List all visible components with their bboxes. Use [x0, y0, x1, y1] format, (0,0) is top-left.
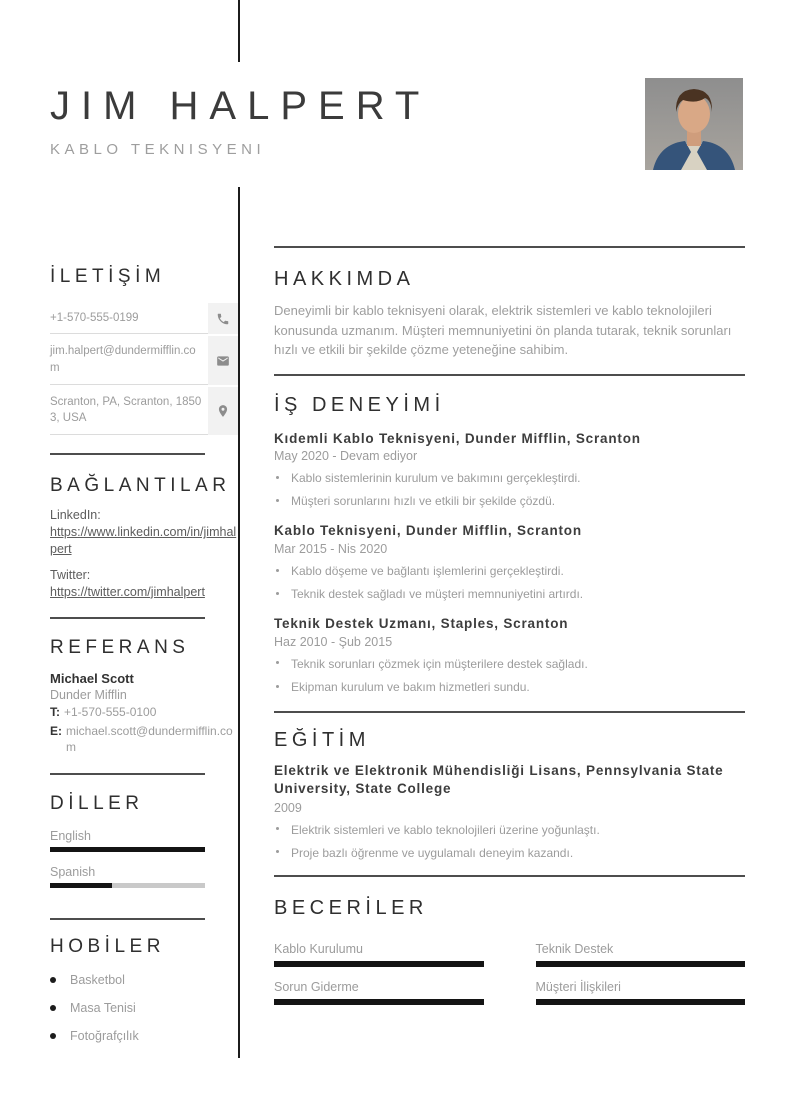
- skills-heading: BECERİLER: [274, 897, 428, 920]
- sidebar-divider: [50, 918, 205, 920]
- job-dates: May 2020 - Devam ediyor: [274, 449, 418, 464]
- skill-level-track: [536, 961, 746, 967]
- language-level-track: [50, 847, 205, 852]
- language-item: [50, 829, 205, 852]
- bullet-dot: [276, 499, 279, 502]
- hobby-label: Fotoğrafçılık: [70, 1028, 139, 1043]
- about-heading: HAKKIMDA: [274, 268, 415, 290]
- reference-email-value: michael.scott@dundermifflin.com: [66, 723, 233, 754]
- language-level-bar: [50, 847, 205, 852]
- skills-grid: [274, 942, 745, 1005]
- job-bullet-text: Teknik destek sağladı ve müşteri memnuniyetini artırdı.: [291, 587, 584, 602]
- hobby-item: [50, 1029, 238, 1043]
- job-dates: Mar 2015 - Nis 2020: [274, 541, 388, 556]
- hobby-item: [50, 973, 238, 987]
- job-bullet-text: Teknik sorunları çözmek için müşterilere destek sağladı.: [291, 656, 588, 671]
- skill-item: [274, 980, 484, 1005]
- job-bullet: [274, 586, 745, 602]
- job-bullet: [274, 470, 745, 486]
- education-bullets: [274, 822, 745, 861]
- mail-icon: [208, 336, 238, 384]
- reference-phone-line: [50, 705, 238, 721]
- hobbies-heading: HOBİLER: [50, 935, 165, 957]
- skill-name: Kablo Kurulumu: [274, 942, 363, 957]
- job-title: Teknik Destek Uzmanı, Staples, Scranton: [274, 616, 569, 632]
- bullet-dot: [276, 827, 279, 830]
- skill-name: Teknik Destek: [535, 942, 614, 957]
- bullet-dot: [276, 850, 279, 853]
- job-bullet: [274, 656, 745, 672]
- skill-level-bar: [536, 999, 746, 1005]
- hobby-label: Basketbol: [70, 972, 125, 987]
- linkedin-link[interactable]: https://www.linkedin.com/in/jimhalpert: [50, 524, 237, 556]
- skill-level-bar: [274, 999, 484, 1005]
- job-bullet: [274, 679, 745, 695]
- job-bullet: [274, 493, 745, 509]
- contact-heading: İLETİŞİM: [50, 266, 166, 287]
- email-value: jim.halpert@dundermifflin.com: [50, 336, 208, 384]
- reference-heading: REFERANS: [50, 636, 190, 658]
- skill-item: [274, 942, 484, 967]
- languages-heading: DİLLER: [50, 793, 144, 815]
- bullet-dot: [50, 1033, 56, 1039]
- language-level-track: [50, 883, 205, 888]
- link-block-linkedin: [50, 508, 238, 558]
- hobby-item: [50, 1001, 238, 1015]
- job-entry: [274, 522, 745, 602]
- twitter-label: Twitter:: [50, 567, 91, 582]
- language-name: Spanish: [50, 864, 96, 879]
- skill-item: [536, 980, 746, 1005]
- sidebar: [50, 266, 238, 1043]
- education-bullet-text: Elektrik sistemleri ve kablo teknolojileri üzerine yoğunlaştı.: [291, 822, 600, 837]
- bullet-dot: [276, 661, 279, 664]
- sidebar-divider: [50, 617, 205, 619]
- job-bullet-text: Müşteri sorunlarını hızlı ve etkili bir şekilde çözdü.: [291, 494, 556, 509]
- column-divider-line: [238, 187, 240, 1058]
- link-block-twitter: [50, 568, 238, 601]
- job-entry: [274, 430, 745, 510]
- job-bullet-text: Ekipman kurulum ve bakım hizmetleri sundu.: [291, 680, 530, 695]
- job-dates: Haz 2010 - Şub 2015: [274, 634, 393, 649]
- education-bullet-text: Proje bazlı öğrenme ve uygulamalı deneyim kazandı.: [291, 845, 574, 860]
- bullet-dot: [276, 476, 279, 479]
- job-bullet: [274, 563, 745, 579]
- header-divider-line: [238, 0, 240, 62]
- bullet-dot: [50, 977, 56, 983]
- linkedin-label: LinkedIn:: [50, 507, 101, 522]
- hobby-label: Masa Tenisi: [70, 1000, 136, 1015]
- sidebar-divider: [50, 453, 205, 455]
- job-bullets: [274, 470, 745, 509]
- language-item: [50, 865, 205, 888]
- reference-phone-label: T:: [50, 705, 60, 720]
- job-title: Kıdemli Kablo Teknisyeni, Dunder Mifflin, Scranton: [274, 430, 641, 446]
- job-title: Kablo Teknisyeni, Dunder Mifflin, Scranton: [274, 523, 582, 539]
- education-bullet: [274, 822, 745, 838]
- about-text: Deneyimli bir kablo teknisyeni olarak, elektrik sistemleri ve kablo teknolojileri konusunda uzmanım. Müşteri memnuniyetini ön planda tutarak, teknik sorunları hızlı ve etkili bir şekilde çözme yeteneğine sahibim.: [274, 303, 732, 357]
- main-column: [274, 240, 745, 1005]
- header: [50, 84, 610, 158]
- skill-name: Sorun Giderme: [274, 980, 359, 995]
- twitter-link[interactable]: https://twitter.com/jimhalpert: [50, 584, 205, 599]
- phone-value: +1-570-555-0199: [50, 303, 208, 335]
- hobby-list: [50, 973, 238, 1043]
- location-icon: [208, 387, 238, 435]
- experience-heading: İŞ DENEYİMİ: [274, 393, 445, 416]
- education-year: 2009: [274, 800, 302, 815]
- links-heading: BAĞLANTILAR: [50, 475, 231, 497]
- skill-item: [536, 942, 746, 967]
- job-entry: [274, 615, 745, 695]
- education-degree: Elektrik ve Elektronik Mühendisliği Lisans, Pennsylvania State University, State College: [274, 763, 724, 797]
- language-level-bar: [50, 883, 112, 888]
- phone-icon: [208, 303, 238, 335]
- bullet-dot: [276, 685, 279, 688]
- skill-level-bar: [274, 961, 484, 967]
- job-bullets: [274, 656, 745, 695]
- reference-email-label: E:: [50, 723, 62, 738]
- job-bullet-text: Kablo döşeme ve bağlantı işlemlerini gerçekleştirdi.: [291, 563, 564, 578]
- bullet-dot: [50, 1005, 56, 1011]
- reference-name: Michael Scott: [50, 671, 134, 687]
- job-bullets: [274, 563, 745, 602]
- contact-list: [50, 303, 238, 435]
- skill-level-track: [536, 999, 746, 1005]
- skill-level-bar: [536, 961, 746, 967]
- section-divider: [274, 875, 745, 877]
- language-name: English: [50, 828, 91, 843]
- bullet-dot: [276, 569, 279, 572]
- person-job-title: KABLO TEKNISYENI: [50, 141, 266, 158]
- section-divider: [274, 374, 745, 376]
- sidebar-divider: [50, 773, 205, 775]
- education-heading: EĞİTİM: [274, 729, 370, 752]
- profile-photo: [645, 78, 743, 170]
- reference-email-line: [50, 724, 238, 755]
- skill-level-track: [274, 999, 484, 1005]
- bullet-dot: [276, 592, 279, 595]
- contact-row-phone: [50, 303, 238, 335]
- skill-level-track: [274, 961, 484, 967]
- section-divider: [274, 711, 745, 713]
- reference-company: Dunder Mifflin: [50, 688, 127, 703]
- reference-phone-value: +1-570-555-0100: [64, 705, 157, 720]
- contact-row-email: [50, 336, 238, 384]
- person-name: JIM HALPERT: [50, 84, 431, 128]
- section-divider: [274, 246, 745, 248]
- skill-name: Müşteri İlişkileri: [535, 980, 621, 995]
- address-value: Scranton, PA, Scranton, 18503, USA: [50, 387, 208, 435]
- contact-row-address: [50, 387, 238, 435]
- education-bullet: [274, 845, 745, 861]
- job-bullet-text: Kablo sistemlerinin kurulum ve bakımını gerçekleştirdi.: [291, 471, 581, 486]
